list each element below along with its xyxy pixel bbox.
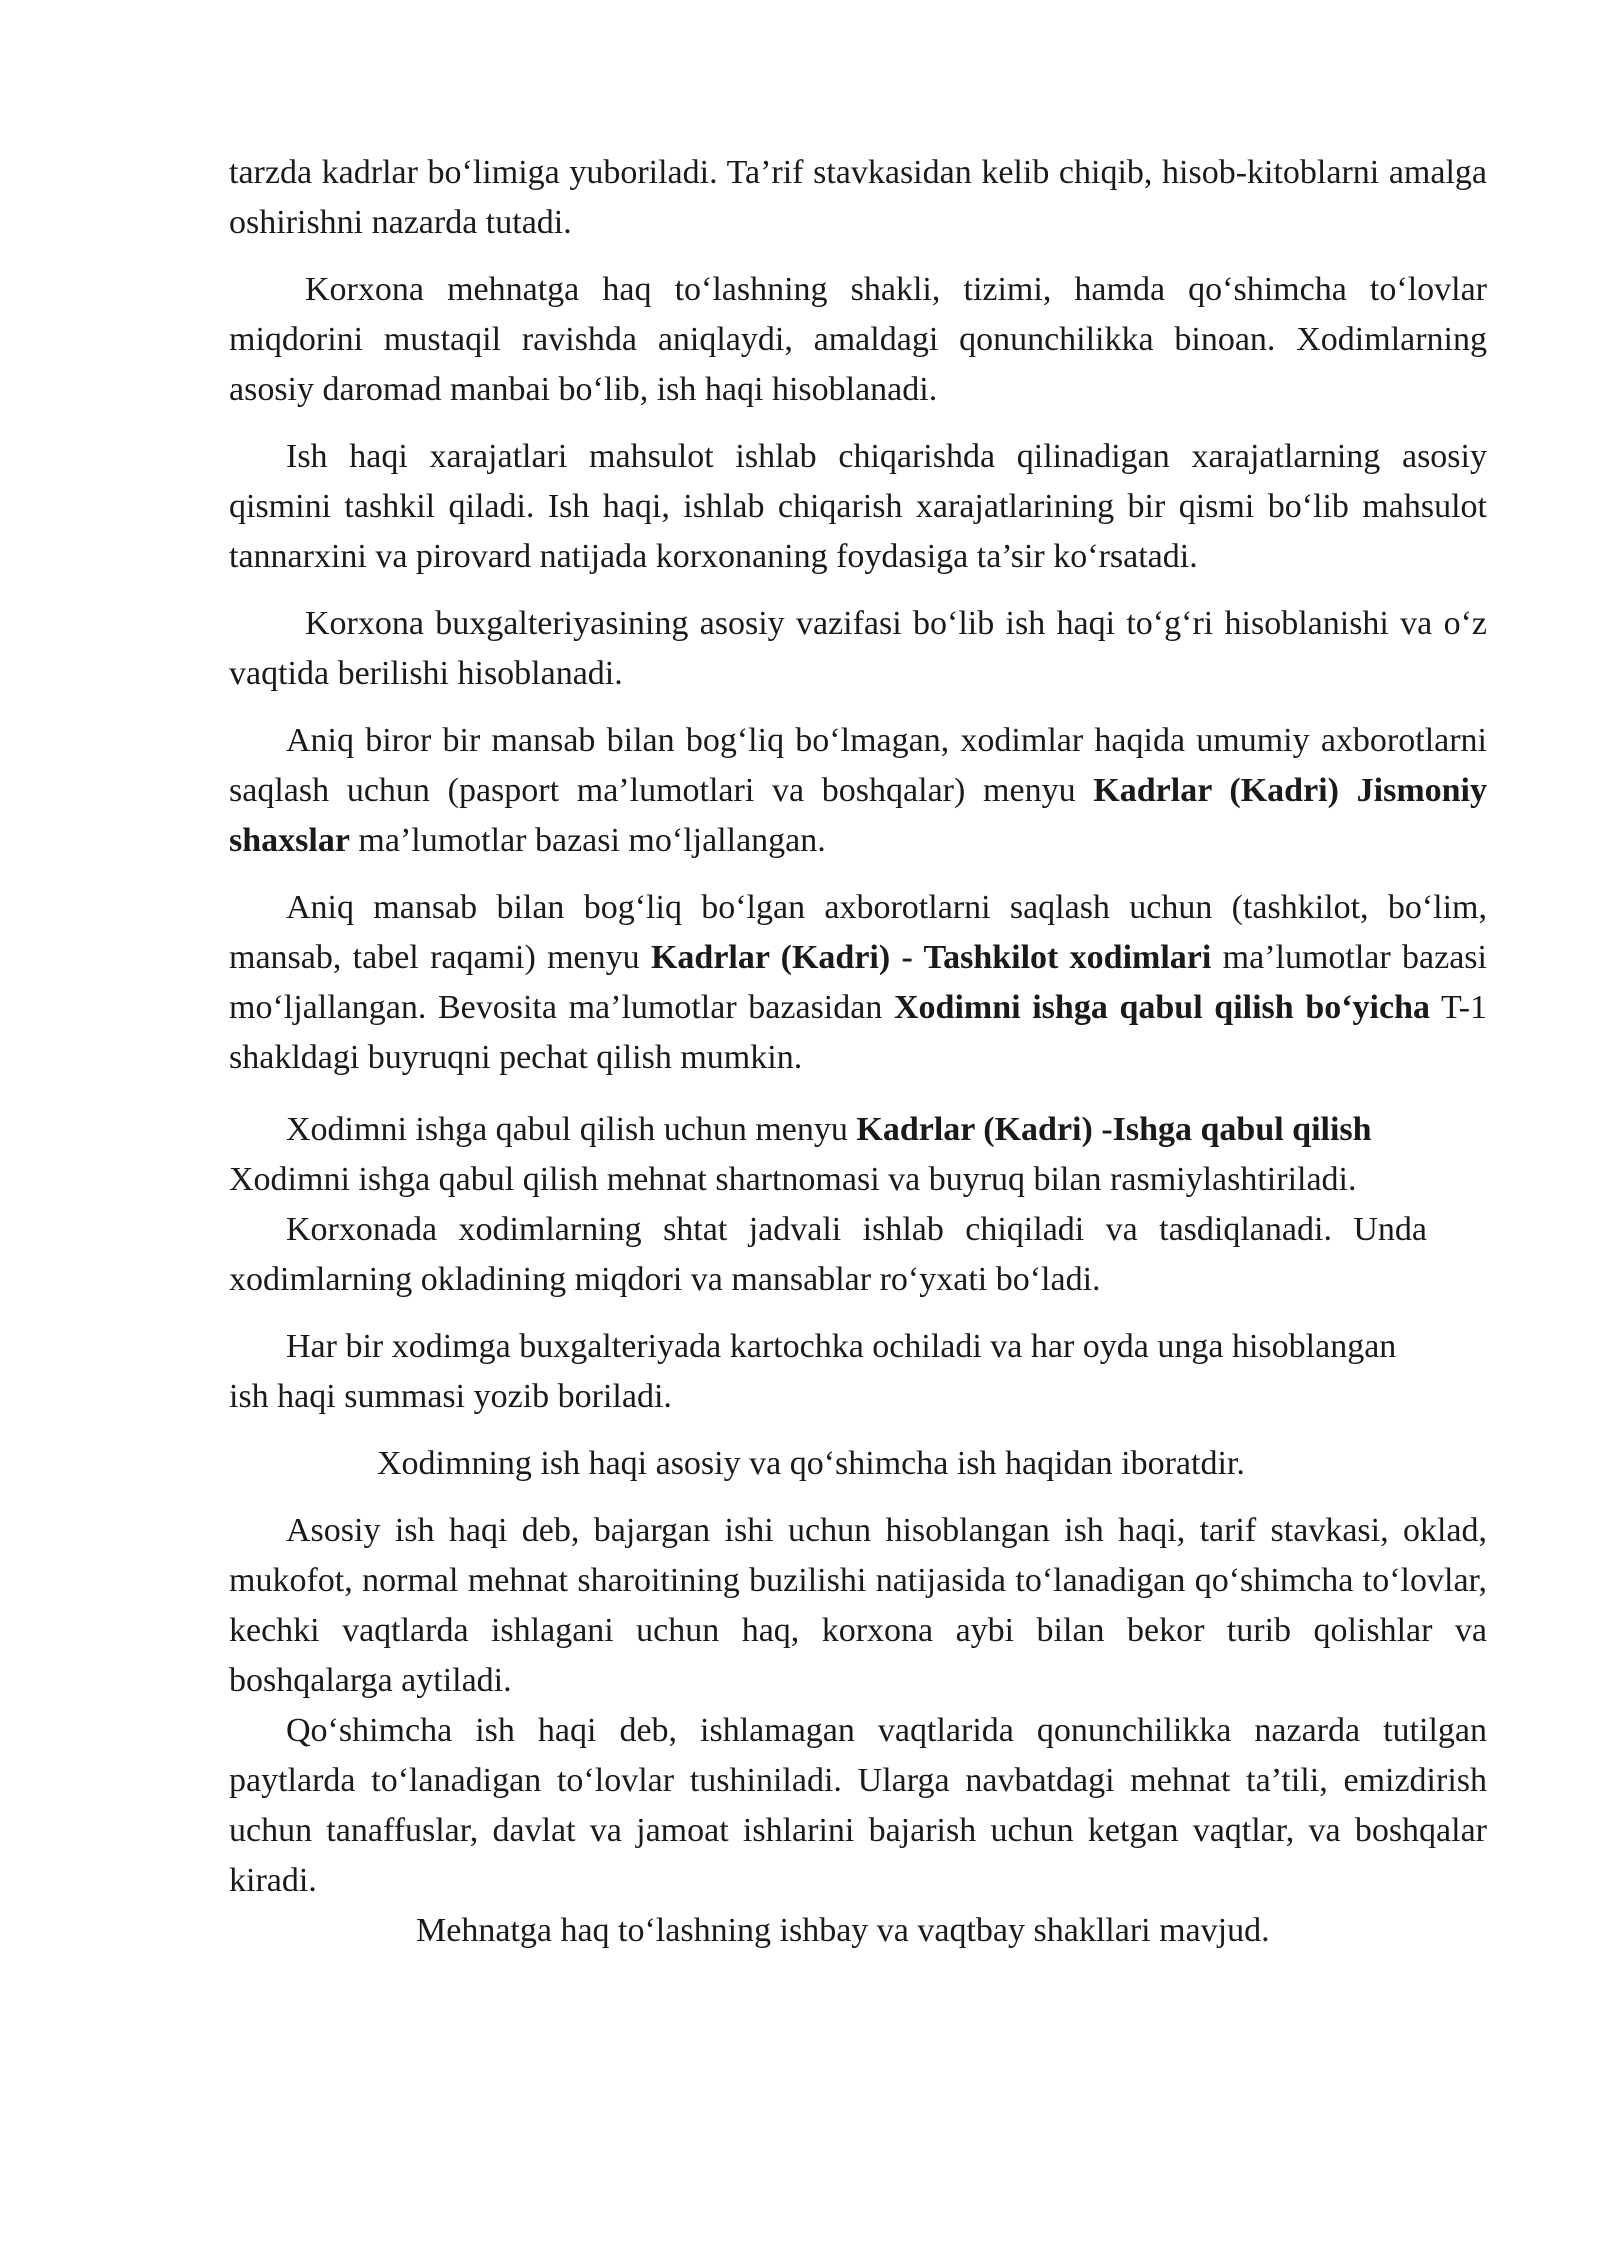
- paragraph-7-bold-menu: Kadrlar (Kadri) -Ishga qabul qilish: [856, 1111, 1372, 1148]
- paragraph-7-text-after: Xodimni ishga qabul qilish mehnat shartnomasi va buyruq bilan rasmiylashtiriladi.: [229, 1161, 1357, 1198]
- paragraph-11: Asosiy ish haqi deb, bajargan ishi uchun hisoblangan ish haqi, tarif stavkasi, oklad, mukofot, normal mehnat sharoitining buzilishi natijasida to‘lanadigan qo‘shimcha to‘lovlar, kechki vaqtlarda ishlagani uchun haq, korxona aybi bilan bekor turib qolishlar va boshqalarga aytiladi.: [229, 1512, 1487, 1699]
- paragraph-6-text-middle: ma’lumotlar bazasi mo‘ljallangan. Bevosita ma’lumotlar bazasidan: [229, 939, 1487, 1026]
- paragraph-7-text-before: Xodimni ishga qabul qilish uchun menyu: [286, 1111, 857, 1148]
- paragraph-5-bold-menu: Kadrlar (Kadri) Jismoniy shaxslar: [229, 772, 1488, 859]
- paragraph-7: [229, 1105, 1487, 1205]
- paragraph-1: tarzda kadrlar bo‘limiga yuboriladi. Ta’rif stavkasidan kelib chiqib, hisob-kitoblarni amalga oshirishni nazarda tutadi.: [229, 154, 1487, 241]
- paragraph-6-text-before: Aniq mansab bilan bog‘liq bo‘lgan axborotlarni saqlash uchun (tashkilot, bo‘lim, mansab, tabel raqami) menyu: [229, 889, 1487, 976]
- paragraph-6: [229, 883, 1487, 1083]
- paragraph-5: [229, 716, 1487, 866]
- document-body: [229, 148, 1487, 1973]
- paragraph-8: Korxonada xodimlarning shtat jadvali ishlab chiqiladi va tasdiqlanadi. Unda xodimlarning okladining miqdori va mansablar ro‘yxati bo‘ladi.: [229, 1211, 1427, 1298]
- paragraph-10: Xodimning ish haqi asosiy va qo‘shimcha ish haqidan iboratdir.: [377, 1445, 1245, 1482]
- paragraph-6-text-after: T-1 shakldagi buyruqni pechat qilish mumkin.: [229, 989, 1487, 1076]
- paragraph-5-text-after: ma’lumotlar bazasi mo‘ljallangan.: [349, 822, 826, 859]
- paragraph-5-text-before: Aniq biror bir mansab bilan bog‘liq bo‘lmagan, xodimlar haqida umumiy axborotlarni saqlash uchun (pasport ma’lumotlari va boshqalar) menyu: [229, 722, 1487, 809]
- paragraph-9: Har bir xodimga buxgalteriyada kartochka ochiladi va har oyda unga hisoblangan ish haqi summasi yozib boriladi.: [229, 1328, 1397, 1415]
- paragraph-4: Korxona buxgalteriyasining asosiy vazifasi bo‘lib ish haqi to‘g‘ri hisoblanishi va o‘z vaqtida berilishi hisoblanadi.: [229, 605, 1487, 692]
- paragraph-6-bold-menu: Kadrlar (Kadri) - Tashkilot xodimlari: [650, 939, 1212, 976]
- paragraph-3: Ish haqi xarajatlari mahsulot ishlab chiqarishda qilinadigan xarajatlarning asosiy qismini tashkil qiladi. Ish haqi, ishlab chiqarish xarajatlarining bir qismi bo‘lib mahsulot tannarxini va pirovard natijada korxonaning foydasiga ta’sir ko‘rsatadi.: [229, 438, 1487, 575]
- paragraph-13: Mehnatga haq to‘lashning ishbay va vaqtbay shakllari mavjud.: [416, 1912, 1270, 1949]
- paragraph-12: Qo‘shimcha ish haqi deb, ishlamagan vaqtlarida qonunchilikka nazarda tutilgan paytlarda to‘lanadigan to‘lovlar tushiniladi. Ularga navbatdagi mehnat ta’tili, emizdirish uchun tanaffuslar, davlat va jamoat ishlarini bajarish uchun ketgan vaqtlar, va boshqalar kiradi.: [229, 1712, 1487, 1899]
- paragraph-2: Korxona mehnatga haq to‘lashning shakli, tizimi, hamda qo‘shimcha to‘lovlar miqdorini mustaqil ravishda aniqlaydi, amaldagi qonunchilikka binoan. Xodimlarning asosiy daromad manbai bo‘lib, ish haqi hisoblanadi.: [229, 271, 1487, 408]
- paragraph-6-bold-order: Xodimni ishga qabul qilish bo‘yicha: [894, 989, 1430, 1026]
